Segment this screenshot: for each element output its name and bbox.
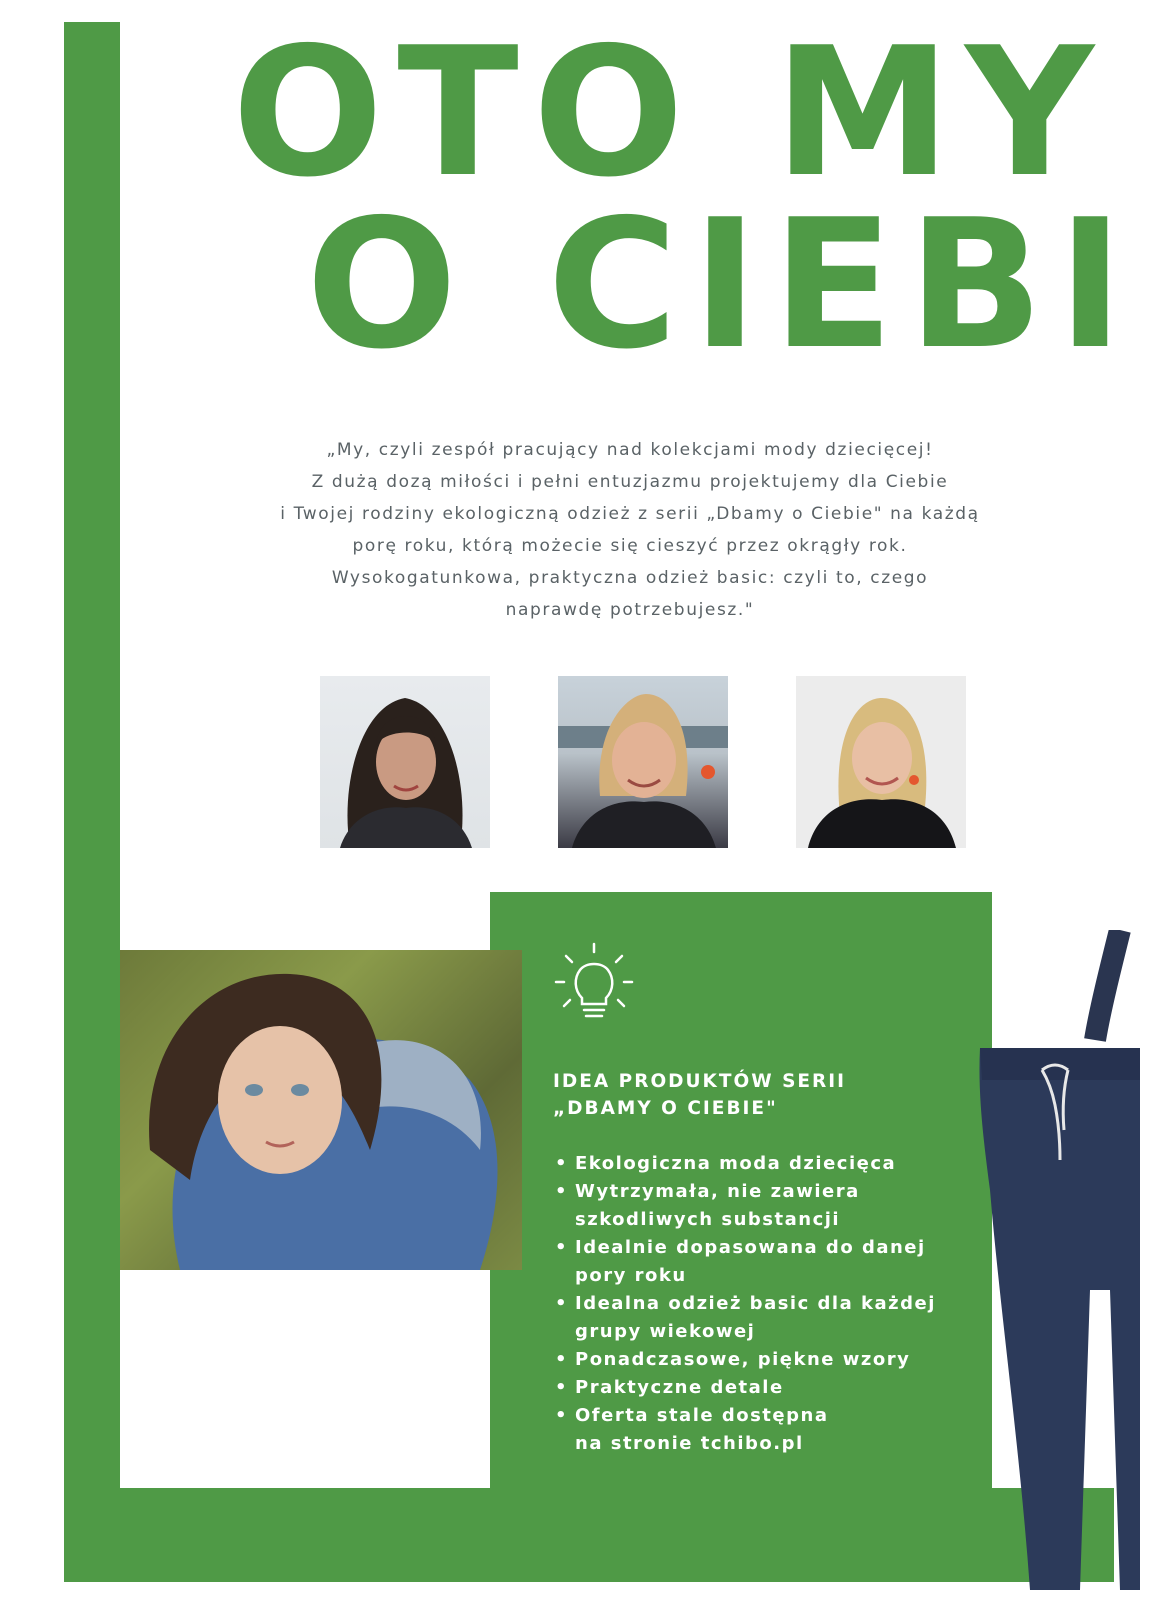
info-title-line: IDEA PRODUKTÓW SERII (553, 1071, 847, 1092)
quote-line: Z dużą dozą miłości i pełni entuzjazmu projektujemy dla Ciebie (311, 472, 949, 492)
feature-line: • Praktyczne detale (575, 1377, 784, 1398)
quote-line: Wysokogatunkowa, praktyczna odzież basic: czyli to, czego (331, 568, 929, 588)
feature-item (553, 1234, 983, 1290)
feature-line: pory roku (575, 1265, 687, 1286)
feature-line: • Ekologiczna moda dziecięca (575, 1153, 897, 1174)
left-green-bar (64, 22, 120, 1582)
feature-line: szkodliwych substancji (575, 1209, 841, 1230)
feature-item (553, 1402, 983, 1458)
feature-item (553, 1178, 983, 1234)
team-member-photo-1 (320, 676, 490, 848)
team-member-photo-2 (558, 676, 728, 848)
quote-line: porę roku, którą możecie się cieszyć przez okrągły rok. (352, 536, 908, 556)
feature-line: grupy wiekowej (575, 1321, 756, 1342)
feature-line: • Idealna odzież basic dla każdej (575, 1293, 936, 1314)
lightbulb-icon (552, 940, 636, 1024)
feature-line: • Idealnie dopasowana do danej (575, 1237, 926, 1258)
feature-item (553, 1290, 983, 1346)
bottom-green-bar (64, 1488, 1114, 1582)
quote-line: „My, czyli zespół pracujący nad kolekcjami mody dziecięcej! (326, 440, 934, 460)
feature-line: • Ponadczasowe, piękne wzory (575, 1349, 911, 1370)
quote-line: i Twojej rodziny ekologiczną odzież z serii „Dbamy o Ciebie" na każdą (280, 504, 980, 524)
feature-item (553, 1150, 983, 1178)
white-block (120, 1270, 490, 1460)
feature-line: na stronie tchibo.pl (575, 1433, 804, 1454)
team-quote (150, 434, 1110, 626)
team-member-photo-3 (796, 676, 966, 848)
trousers-product-image (960, 930, 1140, 1590)
feature-item (553, 1374, 983, 1402)
feature-list (553, 1150, 983, 1458)
quote-line: naprawdę potrzebujesz." (505, 600, 755, 620)
feature-line: • Wytrzymała, nie zawiera (575, 1181, 860, 1202)
feature-line: • Oferta stale dostępna (575, 1405, 829, 1426)
headline-line-1: OTO MY (232, 9, 1109, 216)
info-title-line: „DBAMY O CIEBIE" (553, 1098, 778, 1119)
headline-line-2: O CIEBI (306, 181, 1138, 388)
feature-item (553, 1346, 983, 1374)
child-photo (120, 950, 522, 1270)
info-title (553, 1068, 973, 1122)
